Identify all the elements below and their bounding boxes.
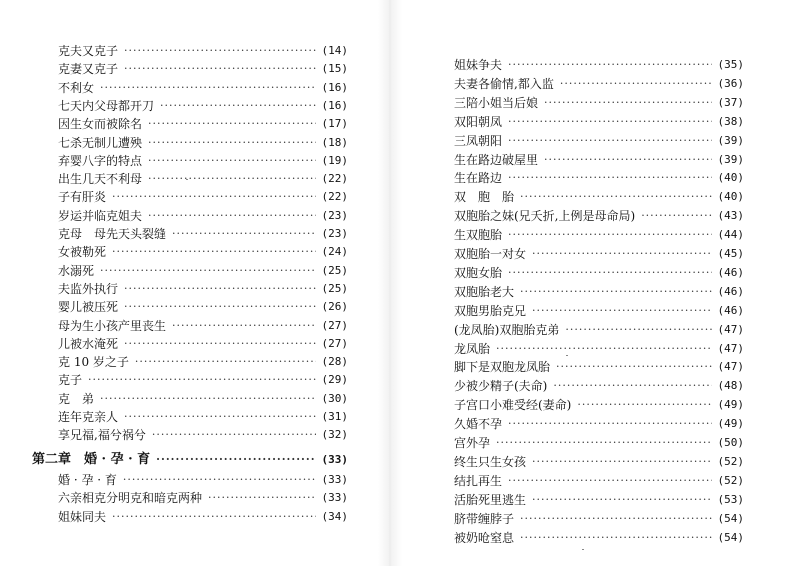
toc-page-number: (54) [717,511,744,525]
dot-leader [532,245,711,263]
dot-leader [556,358,711,376]
toc-entry [454,396,744,414]
toc-page-number: (19) [321,153,348,167]
toc-entry-title: 夫监外执行 [58,281,119,296]
toc-entry [58,79,348,97]
toc-entry-title: 双胞女胎 [454,265,503,280]
dot-leader [135,353,316,371]
dot-leader [532,302,711,320]
toc-page-number: (17) [321,117,348,131]
toc-entry [454,132,744,150]
toc-entry [454,472,744,490]
dot-leader [553,377,711,395]
dot-leader [496,434,711,452]
toc-page-number: (48) [717,379,744,393]
dot-leader [508,56,711,74]
toc-entry-title: 克 弟 [58,391,95,406]
toc-entry [58,97,348,115]
dot-leader [124,335,315,353]
toc-entry-title: 姐妹争夫 [454,58,503,72]
dot-leader [172,317,315,335]
toc-entry-title: 克母 母先天头裂缝 [58,227,167,241]
toc-entry-title: 岁运并临克姐夫 [58,208,143,223]
dot-leader [88,371,315,389]
dot-leader [124,60,315,78]
toc-entry-title: 第二章 婚 · 孕 · 育 [32,452,151,467]
toc-page-number: (49) [717,417,744,431]
dot-leader [124,42,315,60]
toc-entry-title: 连年克亲人 [58,410,119,424]
toc-entry [454,453,744,471]
toc-entry [454,434,744,452]
toc-entry-title: 六亲相克分明克和暗克两种 [58,491,203,506]
toc-entry-title: 双胞胎一对女 [454,247,527,261]
toc-page-number: (36) [717,76,744,90]
toc-entry [454,302,744,320]
toc-page-number: (31) [321,410,348,423]
toc-page-number: (50) [717,436,744,449]
toc-entry [58,262,348,280]
dot-leader [641,207,711,225]
dot-leader [160,97,315,115]
toc-entry [454,377,744,395]
toc-entry-title: 弃婴八字的特点 [58,153,143,168]
dot-leader [532,491,711,509]
toc-entry [58,188,348,206]
toc-entry [454,340,744,358]
toc-page-number: (43) [717,209,744,223]
toc-page-number: (22) [321,172,348,186]
toc-page-number: (39) [717,133,744,147]
toc-entry [454,358,744,376]
dot-leader [496,340,711,358]
toc-page-number: (37) [717,95,744,109]
toc-entry [454,56,744,74]
toc-entry-title: 母为生小孩产里丧生 [58,318,167,333]
toc-page-number: (27) [321,318,348,332]
toc-entry [454,264,744,282]
toc-page-number: (47) [717,322,744,336]
toc-page-number: (16) [321,98,348,112]
toc-entry [58,408,348,426]
toc-entry-title: 克子 [58,373,83,388]
toc-entry [58,243,348,261]
dot-leader [508,226,711,244]
toc-entry [454,113,744,131]
dot-leader [560,75,712,93]
toc-entry-title: 姐妹同夫 [58,509,107,524]
toc-page-number: (22) [321,190,348,204]
dot-leader [508,132,711,150]
left-page [0,0,380,566]
dot-leader [172,225,315,243]
toc-entry-title: 享兄福,福兮祸兮 [58,428,146,443]
toc-entry [58,115,348,133]
toc-entry [58,390,348,408]
toc-page-number: (23) [321,227,348,240]
toc-entry-title: 子有肝炎 [58,190,107,205]
toc-entry-title: 七杀无制儿遭殃 [58,135,143,150]
dot-leader [123,471,316,489]
toc-entry [454,94,744,112]
dot-leader [532,453,711,471]
toc-entry-title: 女被勒死 [58,245,107,260]
dot-leader [100,262,315,280]
toc-entry [454,491,744,509]
toc-page-number: (33) [321,491,348,505]
page-gutter [378,0,402,566]
toc-chapter-heading [32,451,348,469]
toc-page-number: (47) [717,360,744,374]
toc-entry [454,321,744,339]
dot-leader [508,415,711,433]
toc-page-number: (49) [717,398,744,412]
toc-entry-title: 不利女 [58,80,95,95]
toc-page-number: (40) [717,190,744,204]
toc-entry [454,226,744,244]
toc-entry-title: 双胞胎之妹(兄夭折,上例是母命局) [454,209,636,224]
toc-page-number: (26) [321,300,348,314]
toc-entry [454,245,744,263]
toc-page-number: (24) [321,245,348,259]
toc-page-number: (46) [717,303,744,317]
toc-entry [58,152,348,170]
toc-entry [58,60,348,78]
toc-entry-title: 久婚不孕 [454,417,503,432]
toc-page-number: (25) [321,281,348,295]
toc-entry-title: 生在路边 [454,171,503,186]
toc-entry-title: 脐带缠脖子 [454,511,515,526]
dot-leader [148,115,315,133]
dot-leader [148,134,315,152]
dot-leader [520,188,711,206]
toc-page-number: (14) [321,44,348,57]
toc-entry-title: 脚下是双胞龙凤胎 [454,360,551,375]
scan-speck [582,549,584,550]
dot-leader [100,79,315,97]
toc-entry-title: 克夫又克子 [58,44,119,58]
scan-speck [186,179,188,180]
toc-entry [58,489,348,507]
toc-entry [58,335,348,353]
dot-leader [508,264,711,282]
toc-page-number: (23) [321,208,348,222]
toc-entry-title: 因生女而被除名 [58,117,143,132]
toc-page-number: (34) [321,509,348,523]
dot-leader [112,188,315,206]
dot-leader [508,472,711,490]
toc-page-number: (33) [321,473,348,486]
toc-entry-title: 克妻又克子 [58,62,119,77]
toc-page-number: (32) [321,428,348,442]
toc-entry-title: 水溺死 [58,263,95,278]
toc-entry [454,510,744,528]
toc-page-number: (16) [321,80,348,94]
right-page [400,0,793,566]
toc-page-number: (35) [717,58,744,71]
dot-leader [100,390,315,408]
toc-entry-title: 龙凤胎 [454,341,491,356]
toc-entry [58,170,348,188]
dot-leader [544,94,711,112]
toc-page-number: (47) [717,341,744,355]
dot-leader [208,489,315,507]
toc-page-number: (45) [717,247,744,260]
dot-leader [148,170,315,188]
toc-page-number: (18) [321,135,348,149]
toc-entry [454,169,744,187]
toc-entry-title: 三凤朝阳 [454,133,503,148]
toc-entry [58,225,348,243]
dot-leader [152,426,316,444]
toc-entry-title: 夫妻各偷情,都入监 [454,76,554,91]
toc-entry-title: 子宫口小难受经(妻命) [454,398,572,413]
dot-leader [520,529,711,547]
toc-page-number: (46) [717,284,744,298]
dot-leader [124,408,315,426]
toc-entry-title: 双 胞 胎 [454,190,515,205]
toc-entry [454,529,744,547]
toc-page-number: (27) [321,336,348,350]
dot-leader [508,169,711,187]
dot-leader [112,243,315,261]
toc-entry-title: 活胎死里逃生 [454,492,527,507]
toc-entry [454,75,744,93]
toc-page-number: (54) [717,530,744,544]
dot-leader [124,298,315,316]
toc-page-number: (29) [321,373,348,387]
toc-entry-title: 生在路边破屋里 [454,152,539,167]
toc-entry [58,508,348,526]
toc-page-number: (28) [321,355,348,369]
toc-page-number: (39) [717,152,744,166]
toc-entry [58,426,348,444]
toc-page-number: (40) [717,171,744,185]
toc-entry-title: 双胞男胎克兄 [454,303,527,318]
dot-leader [156,451,315,469]
toc-entry [454,415,744,433]
dot-leader [520,283,711,301]
toc-entry-title: 婚 · 孕 · 育 [58,473,117,487]
dot-leader [148,152,315,170]
toc-page-number: (44) [717,228,744,242]
toc-entry [454,151,744,169]
toc-entry-title: (龙凤胎)双胞胎克弟 [454,322,560,337]
dot-leader [544,151,711,169]
dot-leader [577,396,711,414]
toc-entry-title: 七天内父母都开刀 [58,98,155,113]
toc-page-number: (46) [717,265,744,279]
toc-page-number: (33) [321,453,348,466]
toc-page-number: (30) [321,391,348,405]
toc-entry [454,207,744,225]
dot-leader [112,508,315,526]
dot-leader [520,510,711,528]
toc-page-number: (38) [717,114,744,128]
toc-entry-title: 少被少精子(夫命) [454,379,548,394]
toc-entry [58,134,348,152]
toc-page-number: (25) [321,263,348,277]
toc-entry-title: 出生几天不利母 [58,172,143,187]
toc-page-number: (15) [321,62,348,76]
toc-entry [58,317,348,335]
toc-entry-title: 双胞胎老大 [454,284,515,299]
toc-entry-title: 双阳朝凤 [454,114,503,129]
toc-entry [58,298,348,316]
dot-leader [508,113,711,131]
scan-speck [566,355,568,356]
toc-page-number: (53) [717,492,744,506]
toc-entry-title: 生双胞胎 [454,228,503,243]
toc-entry-title: 被奶呛窒息 [454,530,515,545]
toc-entry-title: 克 10 岁之子 [58,355,129,370]
toc-entry [454,283,744,301]
toc-entry [454,188,744,206]
dot-leader [148,207,315,225]
dot-leader [565,321,711,339]
toc-entry [58,371,348,389]
toc-entry-title: 三陪小姐当后娘 [454,95,539,110]
toc-entry [58,471,348,489]
toc-entry [58,353,348,371]
toc-entry-title: 宫外孕 [454,436,491,450]
toc-entry [58,42,348,60]
toc-entry [58,207,348,225]
toc-entry-title: 终生只生女孩 [454,454,527,469]
toc-entry [58,280,348,298]
toc-entry-title: 儿被水淹死 [58,336,119,351]
toc-entry-title: 婴儿被压死 [58,300,119,315]
toc-page-number: (52) [717,454,744,468]
dot-leader [124,280,315,298]
toc-entry-title: 结扎再生 [454,473,503,488]
toc-page-number: (52) [717,473,744,487]
